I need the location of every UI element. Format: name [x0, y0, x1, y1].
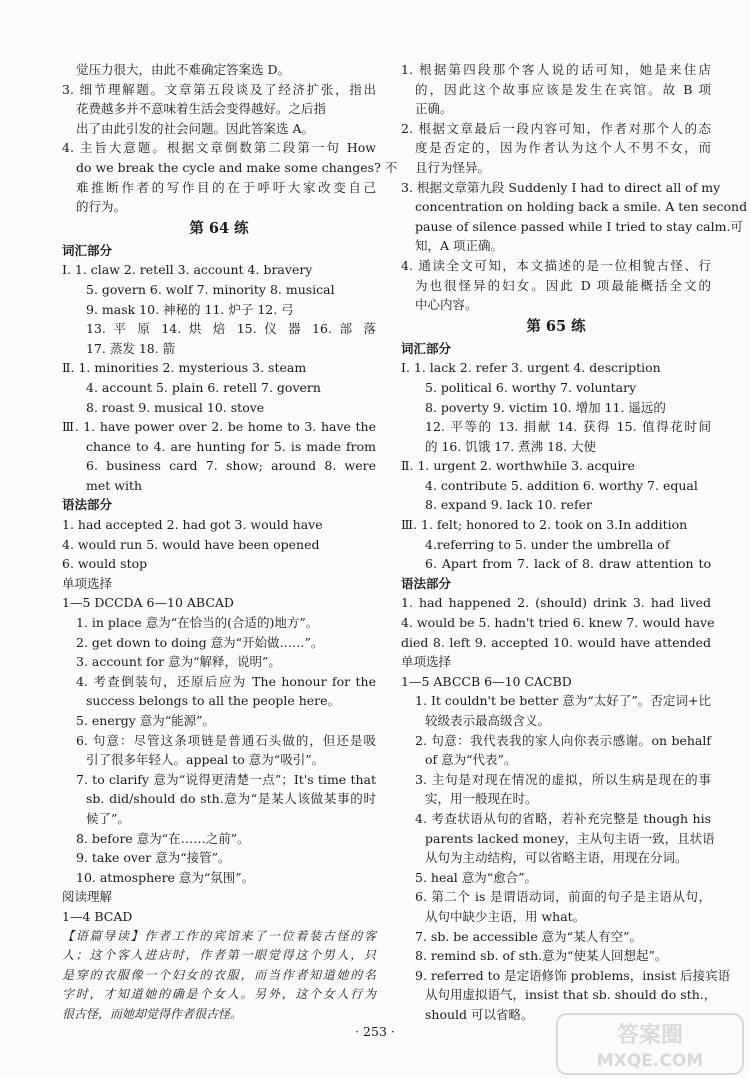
- svg-text:MXQE.COM: MXQE.COM: [596, 1051, 704, 1071]
- left-text-line: 4. account 5. plain 6. retell 7. govern: [86, 379, 321, 395]
- left-text-line: 17. 蒸发 18. 箭: [86, 340, 176, 356]
- right-text-line: Ⅱ. 1. urgent 2. worthwhile 3. acquire: [401, 458, 635, 474]
- right-text-line: 4. 考查状语从句的省略，若补充完整是 though his: [415, 810, 711, 826]
- left-text-line: 5. govern 6. wolf 7. minority 8. musical: [86, 281, 335, 297]
- left-text-line: Ⅲ. 1. have power over 2. be home to 3. have the: [62, 419, 376, 435]
- left-text-line: 6. would stop: [62, 556, 148, 572]
- left-text-line: 人；这个客人进店时，作者第一眼觉得这个男人，只: [62, 948, 376, 963]
- left-text-line: 字时，才知道她的确是个女人。另外，这个女人行为: [62, 987, 376, 1002]
- left-text-line: 3. 细节理解题。文章第五段谈及了经济扩张，指出: [62, 81, 376, 97]
- left-text-line: 是穿的衣服像一个妇女的衣服，而当作者知道她的名: [62, 967, 376, 982]
- right-text-line: 9. referred to 是定语修饰 problems，insist 后接宾语: [415, 967, 731, 983]
- left-text-line: Ⅰ. 1. claw 2. retell 3. account 4. bravery: [62, 262, 313, 278]
- right-column: [401, 60, 748, 1025]
- left-text-line: 4. 主旨大意题。根据文章倒数第二段第一句 How: [62, 140, 376, 156]
- right-text-line: 度是否定的，因为作者认为这个人不男不女，而: [415, 140, 711, 156]
- page-number: · 253 ·: [355, 1024, 395, 1039]
- left-text-line: 第 64 练: [189, 219, 249, 237]
- left-text-line: 1. had accepted 2. had got 3. would have: [62, 517, 323, 533]
- right-text-line: 2. 根据文章最后一段内容可知，作者对那个人的态: [401, 120, 711, 136]
- right-text-line: should 可以省略。: [425, 1006, 534, 1022]
- left-text-line: 5. energy 意为“能源”。: [76, 713, 216, 728]
- left-text-line: met with: [86, 477, 143, 493]
- right-text-line: 8. remind sb. of sth.意为“使某人回想起”。: [415, 948, 668, 964]
- left-text-line: 4. 考查倒装句，还原后应为 The honour for the: [76, 673, 376, 689]
- right-text-line: died 8. left 9. accepted 10. would have attended: [401, 634, 711, 650]
- left-text-line: 6. 句意：尽管这条项链是普通石头做的，但还是吸: [76, 732, 376, 748]
- left-text-line: 阅读理解: [62, 889, 113, 905]
- left-text-line: 9. mask 10. 神秘的 11. 炉子 12. 弓: [86, 301, 294, 317]
- right-text-line: 从句为主动结构，可以省略主语，用现在分词。: [425, 850, 688, 866]
- right-text-line: 2. 句意：我代表我的家人向你表示感谢。on behalf: [415, 732, 711, 748]
- left-text-line: 引了很多年轻人。appeal to 意为“吸引”。: [86, 752, 325, 768]
- left-text-line: 1—4 BCAD: [62, 908, 133, 924]
- right-text-line: 从句用虚拟语气，insist that sb. should do sth.，: [425, 987, 717, 1003]
- right-text-line: 5. political 6. worthy 7. voluntary: [425, 379, 637, 395]
- left-text-line: success belongs to all the people here。: [86, 693, 341, 709]
- left-text-line: 10. atmosphere 意为“氛围”。: [76, 869, 255, 885]
- right-text-line: 1—5 ABCCB 6—10 CACBD: [401, 673, 572, 689]
- right-text-line: Ⅰ. 1. lack 2. refer 3. urgent 4. description: [401, 360, 661, 376]
- right-text-line: 6. 第二个 is 是谓语动词，前面的句子是主语从句，: [415, 889, 711, 905]
- right-text-line: 第 65 练: [526, 317, 586, 335]
- right-text-line: 正确。: [415, 101, 453, 117]
- right-text-line: 为也很怪异的妇女。因此 D 项最能概括全文的: [415, 277, 711, 293]
- left-text-line: 语法部分: [62, 497, 113, 513]
- right-text-line: 4.referring to 5. under the umbrella of: [425, 536, 670, 552]
- left-text-line: 1. in place 意为“在恰当的(合适的)地方”。: [76, 615, 319, 631]
- left-text-line: 4. would run 5. would have been opened: [62, 536, 320, 552]
- left-text-line: 13. 平 原 14. 烘 焙 15. 仪 器 16. 部 落: [86, 321, 376, 337]
- right-text-line: 4. would be 5. hadn't tried 6. knew 7. would have: [401, 615, 715, 631]
- left-text-line: 【语篇导读】作者工作的宾馆来了一位着装古怪的客: [62, 928, 376, 943]
- left-text-line: 3. account for 意为“解释，说明”。: [76, 654, 281, 670]
- right-text-line: 3. 根据文章第九段 Suddenly I had to direct all of my: [401, 179, 721, 195]
- right-text-line: 知，A 项正确。: [415, 238, 504, 254]
- right-text-line: 4. contribute 5. addition 6. worthy 7. equal: [425, 477, 698, 493]
- left-text-line: do we break the cycle and make some changes? 不: [76, 159, 398, 175]
- left-text-line: 2. get down to doing 意为“开始做……”。: [76, 634, 324, 650]
- left-text-line: 9. take over 意为“接管”。: [76, 850, 231, 866]
- right-text-line: 1. had happened 2. (should) drink 3. had lived: [401, 595, 711, 611]
- left-text-line: 出了由此引发的社会问题。因此答案选 A。: [76, 120, 315, 136]
- right-text-line: 的，因此这个故事应该是发生在宾馆。故 B 项: [415, 81, 711, 97]
- left-text-line: 花费越多并不意味着生活会变得越好。之后指: [76, 101, 327, 117]
- svg-text:答案圈: 答案圈: [616, 1023, 684, 1048]
- right-text-line: parents lacked money，主从句主语一致，且状语: [425, 830, 715, 846]
- right-text-line: 中心内容。: [415, 297, 478, 313]
- right-text-line: 从句中缺少主语，用 what。: [425, 908, 586, 924]
- left-text-line: 1—5 DCCDA 6—10 ABCAD: [62, 595, 234, 611]
- right-text-line: 1. It couldn't be better 意为“太好了”。否定词+比: [415, 693, 711, 709]
- left-text-line: chance to 4. are hunting for 5. is made from: [86, 438, 376, 454]
- right-text-line: 12. 平等的 13. 捐献 14. 获得 15. 值得花时间: [425, 419, 711, 435]
- left-text-line: 单项选择: [62, 575, 113, 591]
- right-text-line: 词汇部分: [401, 340, 452, 356]
- right-text-line: pause of silence passed while I tried to stay calm.可: [415, 218, 743, 234]
- right-text-line: 5. heal 意为“愈合”。: [415, 869, 538, 885]
- right-text-line: 语法部分: [401, 575, 452, 591]
- right-text-line: concentration on holding back a smile. A ten second: [415, 199, 748, 215]
- right-text-line: 3. 主句是对现在情况的虚拟，所以生病是现在的事: [415, 771, 711, 787]
- right-text-line: 4. 通读全文可知，本文描述的是一位相貌古怪、行: [401, 257, 711, 273]
- right-text-line: 且行为怪异。: [415, 159, 491, 175]
- left-text-line: 的行为。: [76, 199, 127, 215]
- right-text-line: 较级表示最高级含义。: [425, 713, 551, 728]
- right-text-line: 8. expand 9. lack 10. refer: [425, 497, 592, 513]
- left-text-line: 很古怪，而她却觉得作者很古怪。: [62, 1006, 243, 1021]
- right-text-line: of 意为“代表”。: [425, 752, 517, 768]
- left-column: [62, 60, 398, 1025]
- left-text-line: 8. roast 9. musical 10. stove: [86, 399, 265, 415]
- right-text-line: Ⅲ. 1. felt; honored to 2. took on 3.In addition: [401, 517, 688, 533]
- left-text-line: 觉压力很大，由此不难确定答案选 D。: [76, 62, 290, 77]
- right-text-line: 8. poverty 9. victim 10. 增加 11. 遥远的: [425, 399, 666, 415]
- right-text-line: 7. sb. be accessible 意为“某人有空”。: [415, 928, 642, 944]
- left-text-line: 8. before 意为“在……之前”。: [76, 830, 250, 846]
- left-text-line: 6. business card 7. show; around 8. were: [86, 458, 376, 474]
- right-text-line: 实，用一般现在时。: [425, 791, 538, 807]
- left-text-line: 7. to clarify 意为“说得更清楚一点”；It's time that: [76, 771, 376, 787]
- watermark-logo: [555, 1010, 745, 1078]
- left-text-line: 难推断作者的写作目的在于呼吁大家改变自己: [76, 179, 376, 195]
- left-text-line: sb. did/should do sth.意为“是某人该做某事的时: [86, 791, 376, 807]
- left-text-line: 候了”。: [86, 810, 130, 826]
- right-text-line: 的 16. 饥饿 17. 煮沸 18. 大使: [425, 438, 596, 454]
- right-text-line: 1. 根据第四段那个客人说的话可知，她是来住店: [401, 62, 711, 77]
- right-text-line: 6. Apart from 7. lack of 8. draw attention to: [425, 556, 711, 572]
- left-text-line: 词汇部分: [62, 242, 113, 258]
- left-text-line: Ⅱ. 1. minorities 2. mysterious 3. steam: [62, 360, 307, 376]
- right-text-line: 单项选择: [401, 654, 452, 670]
